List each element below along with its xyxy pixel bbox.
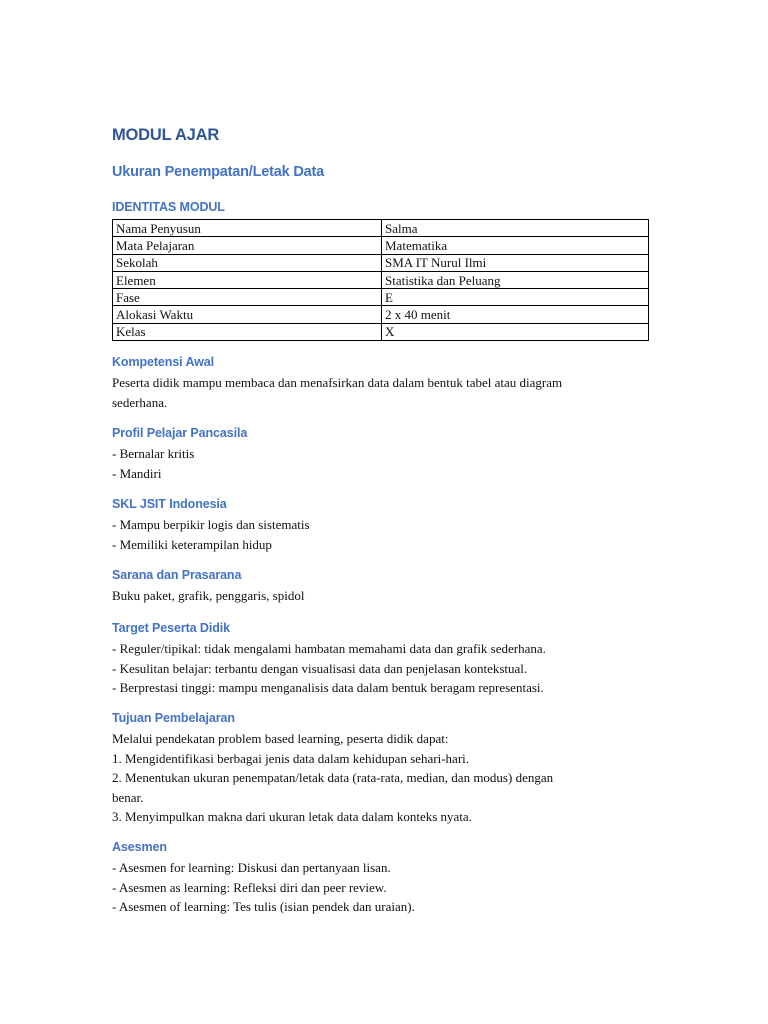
table-cell-value: Statistika dan Peluang: [382, 271, 649, 288]
table-row: [113, 323, 649, 340]
document-title: MODUL AJAR: [112, 126, 220, 144]
table-cell-label: Fase: [113, 289, 382, 306]
paragraph-line: Melalui pendekatan problem based learning, peserta didik dapat:: [112, 731, 449, 746]
table-cell-value: Matematika: [382, 237, 649, 254]
list-item: - Kesulitan belajar: terbantu dengan visualisasi data dan penjelasan kontekstual.: [112, 660, 528, 676]
table-cell-value: E: [382, 289, 649, 306]
table-cell-value: 2 x 40 menit: [382, 306, 649, 323]
list-item: benar.: [112, 789, 144, 805]
document-subtitle: Ukuran Penempatan/Letak Data: [112, 164, 324, 180]
profil-pelajar-heading: Profil Pelajar Pancasila: [112, 426, 248, 440]
table-cell-label: Mata Pelajaran: [113, 237, 382, 254]
list-item: - Asesmen as learning: Refleksi diri dan peer review.: [112, 879, 387, 895]
table-cell-label: Sekolah: [113, 254, 382, 271]
profil-pelajar-section: [112, 424, 649, 483]
paragraph-line: Buku paket, grafik, penggaris, spidol: [112, 588, 305, 603]
sarana-prasarana-heading: Sarana dan Prasarana: [112, 568, 242, 582]
identitas-modul-heading: IDENTITAS MODUL: [112, 200, 225, 214]
table-cell-label: Kelas: [113, 323, 382, 340]
table-cell-label: Alokasi Waktu: [113, 306, 382, 323]
list-item: 1. Mengidentifikasi berbagai jenis data dalam kehidupan sehari-hari.: [112, 750, 470, 766]
target-peserta-didik-heading: Target Peserta Didik: [112, 621, 230, 635]
sarana-prasarana-section: [112, 566, 649, 606]
table-cell-value: SMA IT Nurul Ilmi: [382, 254, 649, 271]
table-row: [113, 289, 649, 306]
table-cell-value: Salma: [382, 220, 649, 237]
table-row: [113, 220, 649, 237]
table-row: [113, 306, 649, 323]
tujuan-pembelajaran-heading: Tujuan Pembelajaran: [112, 711, 235, 725]
paragraph-line: Peserta didik mampu membaca dan menafsirkan data dalam bentuk tabel atau diagram: [112, 375, 563, 390]
list-item: - Memiliki keterampilan hidup: [112, 536, 272, 552]
kompetensi-awal-section: [112, 353, 649, 412]
list-item: - Asesmen for learning: Diskusi dan pertanyaan lisan.: [112, 860, 391, 875]
list-item: 2. Menentukan ukuran penempatan/letak data (rata-rata, median, dan modus) dengan: [112, 770, 554, 785]
table-row: [113, 237, 649, 254]
document-page: [112, 120, 649, 914]
skl-jsit-heading: SKL JSIT Indonesia: [112, 497, 227, 511]
list-item: 3. Menyimpulkan makna dari ukuran letak data dalam konteks nyata.: [112, 809, 472, 824]
list-item: - Asesmen of learning: Tes tulis (isian pendek dan uraian).: [112, 899, 415, 914]
tujuan-pembelajaran-section: [112, 709, 649, 827]
asesmen-heading: Asesmen: [112, 840, 167, 854]
asesmen-section: [112, 838, 649, 917]
list-item: - Mandiri: [112, 465, 162, 481]
table-cell-label: Elemen: [113, 271, 382, 288]
paragraph-line: sederhana.: [112, 394, 168, 410]
target-peserta-didik-section: [112, 619, 649, 698]
identitas-modul-table: [112, 219, 649, 341]
table-row: [113, 271, 649, 288]
list-item: - Mampu berpikir logis dan sistematis: [112, 517, 310, 532]
table-row: [113, 254, 649, 271]
kompetensi-awal-heading: Kompetensi Awal: [112, 355, 214, 369]
list-item: - Berprestasi tinggi: mampu menganalisis data dalam bentuk beragam representasi.: [112, 680, 544, 695]
list-item: - Reguler/tipikal: tidak mengalami hambatan memahami data dan grafik sederhana.: [112, 641, 546, 656]
table-cell-value: X: [382, 323, 649, 340]
skl-jsit-section: [112, 495, 649, 554]
table-cell-label: Nama Penyusun: [113, 220, 382, 237]
list-item: - Bernalar kritis: [112, 446, 195, 461]
